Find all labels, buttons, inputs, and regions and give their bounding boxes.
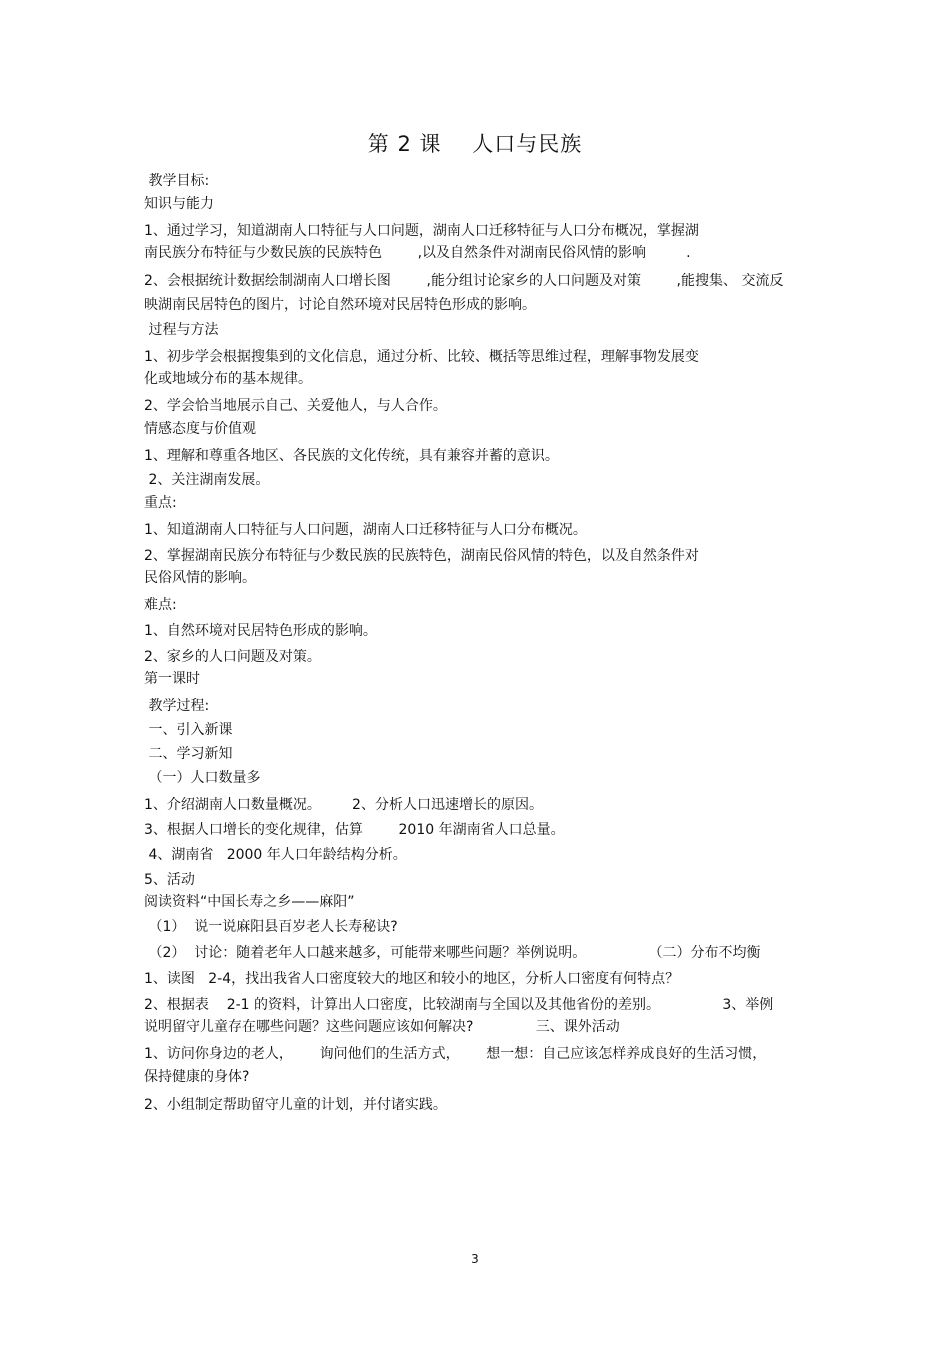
lesson-title: 第 2 课 人口与民族 [367, 132, 583, 156]
text-line: 1、知道湖南人口特征与人口问题，湖南人口迁移特征与人口分布概况。 [144, 522, 587, 538]
text-line: 1、初步学会根据搜集到的文化信息，通过分析、比较、概括等思维过程，理解事物发展变 [144, 349, 699, 365]
text-line: 2、家乡的人口问题及对策。 [144, 649, 321, 665]
text-line: （1） 说一说麻阳县百岁老人长寿秘诀? [144, 919, 398, 935]
text-line: 1、介绍湖南人口数量概况。 2、分析人口迅速增长的原因。 [144, 797, 543, 813]
text-line: 教学目标: [144, 173, 210, 189]
text-line: 教学过程: [144, 698, 210, 714]
text-line: 5、活动 [144, 872, 195, 888]
text-line: 阅读资料“中国长寿之乡——麻阳” [144, 894, 355, 910]
text-line: 2、掌握湖南民族分布特征与少数民族的民族特色，湖南民俗风情的特色，以及自然条件对 [144, 548, 699, 564]
text-line: 南民族分布特征与少数民族的民族特色 ,以及自然条件对湖南民俗风情的影响 . [144, 245, 691, 261]
text-line: 一、引入新课 [144, 722, 233, 738]
text-line: （2） 讨论：随着老年人口越来越多，可能带来哪些问题？举例说明。 （二）分布不均衡 [144, 945, 761, 961]
text-line: 2、学会恰当地展示自己、关爱他人，与人合作。 [144, 398, 447, 414]
text-line: 3、根据人口增长的变化规律，估算 2010 年湖南省人口总量。 [144, 822, 565, 838]
text-line: 1、自然环境对民居特色形成的影响。 [144, 623, 377, 639]
text-line: 1、理解和尊重各地区、各民族的文化传统，具有兼容并蓄的意识。 [144, 448, 559, 464]
text-line: （一）人口数量多 [144, 770, 261, 786]
text-line: 情感态度与价值观 [144, 421, 256, 437]
text-line: 过程与方法 [144, 322, 219, 338]
text-line: 映湖南民居特色的图片，讨论自然环境对民居特色形成的影响。 [144, 297, 536, 313]
text-line: 保持健康的身体? [144, 1069, 250, 1085]
text-line: 1、访问你身边的老人， 询问他们的生活方式， 想一想：自己应该怎样养成良好的生活习惯， [144, 1046, 767, 1062]
text-line: 民俗风情的影响。 [144, 570, 256, 586]
text-line: 重点: [144, 495, 177, 511]
text-line: 2、根据表 2-1 的资料，计算出人口密度，比较湖南与全国以及其他省份的差别。 3、举例 [144, 997, 774, 1013]
text-line: 4、湖南省 2000 年人口年龄结构分析。 [144, 847, 407, 863]
text-line: 2、关注湖南发展。 [144, 472, 270, 488]
page-number: 3 [471, 1252, 479, 1266]
text-line: 二、学习新知 [144, 746, 233, 762]
text-line: 化或地域分布的基本规律。 [144, 371, 312, 387]
text-line: 2、小组制定帮助留守儿童的计划，并付诸实践。 [144, 1097, 447, 1113]
text-line: 1、通过学习，知道湖南人口特征与人口问题，湖南人口迁移特征与人口分布概况，掌握湖 [144, 223, 699, 239]
text-line: 说明留守儿童存在哪些问题？这些问题应该如何解决? 三、课外活动 [144, 1019, 620, 1035]
text-line: 知识与能力 [144, 196, 214, 212]
text-line: 难点: [144, 597, 177, 613]
text-line: 2、会根据统计数据绘制湖南人口增长图 ,能分组讨论家乡的人口问题及对策 ,能搜集、 交流反 [144, 273, 784, 289]
text-line: 第一课时 [144, 671, 200, 687]
text-line: 1、读图 2-4，找出我省人口密度较大的地区和较小的地区，分析人口密度有何特点？ [144, 971, 680, 987]
